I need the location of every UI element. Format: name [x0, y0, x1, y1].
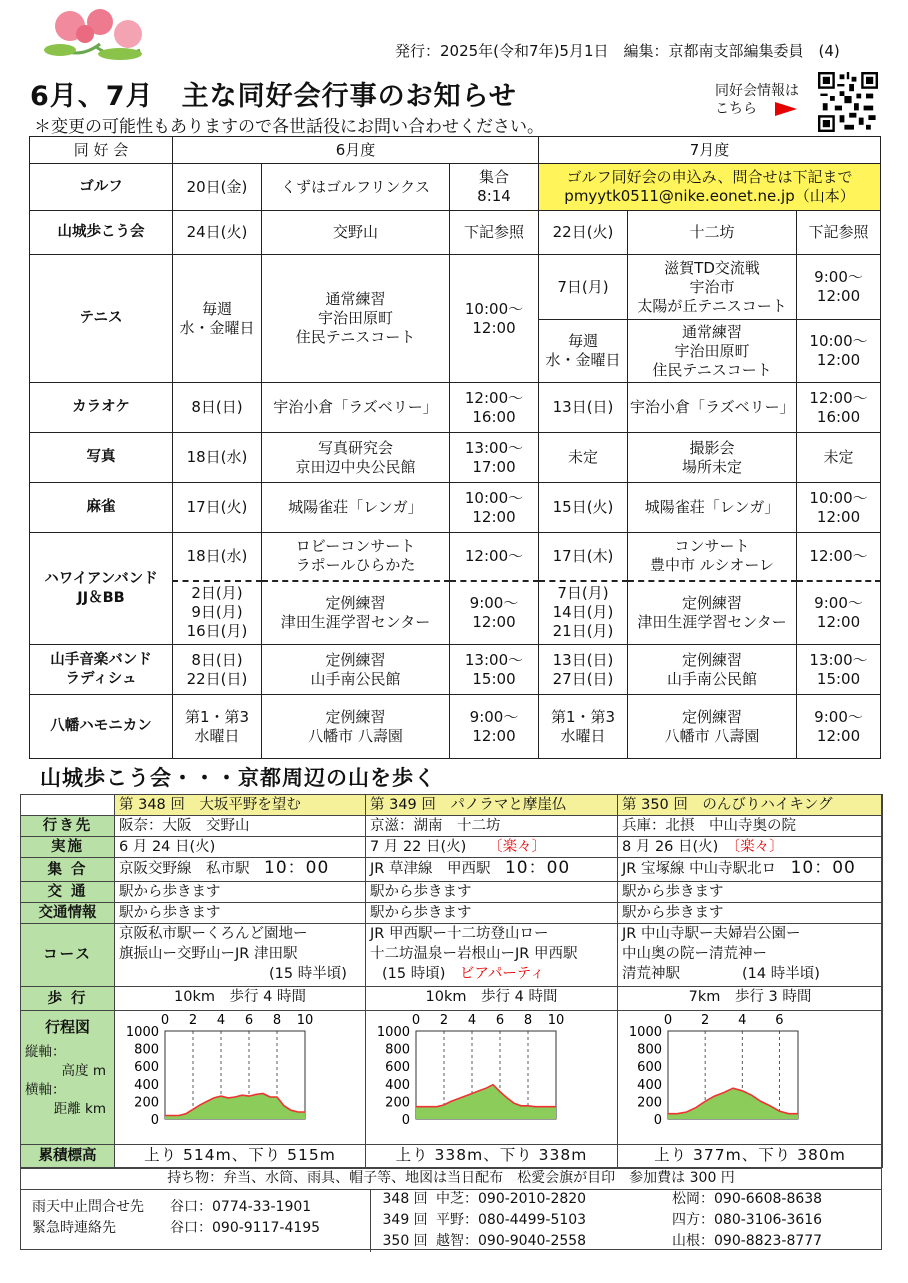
x-tick-label: 6 — [775, 1013, 784, 1028]
divider — [20, 1189, 882, 1190]
event-elev: 上り 377m、下り 380m — [618, 1145, 883, 1168]
y-tick-label: 600 — [385, 1060, 410, 1076]
club-name: カラオケ — [30, 383, 173, 433]
jun-time: 9:00～ 12:00 — [450, 581, 539, 645]
issue-info: 発行：2025年(令和7年)5月1日 編集：京都南支部編集委員 (4) — [395, 42, 840, 60]
jul-place: 定例練習 八幡市 八壽園 — [628, 695, 797, 759]
y-tick-label: 0 — [401, 1113, 410, 1128]
row-yamate — [30, 645, 881, 695]
club-name: 麻雀 — [30, 483, 173, 533]
y-tick-label: 1000 — [376, 1025, 410, 1040]
label-chart: 行程図 縦軸： 高度 m 横軸： 距離 km — [21, 1011, 115, 1145]
contact-left-values: 谷口：0774-33-1901 谷口：090-9117-4195 — [166, 1189, 370, 1252]
event-transinfo: 駅から歩きます — [366, 903, 618, 924]
club-name: 山手音楽バンド ラディシュ — [30, 645, 173, 695]
jun-date: 17日(火) — [173, 483, 262, 533]
y-tick-label: 200 — [385, 1095, 410, 1111]
event-trans: 駅から歩きます — [366, 882, 618, 903]
x-tick-label: 4 — [467, 1013, 477, 1028]
y-tick-label: 0 — [653, 1113, 662, 1128]
easy-tag: 〔楽々〕 — [495, 839, 547, 855]
event-course: JR 甲西駅ー十二坊登山ロー 十二坊温泉ー岩根山ーJR 甲西駅 (15 時頃) ビアパーティ — [366, 924, 618, 987]
jul-date: 7日(月) 14日(月) 21日(月) — [539, 581, 628, 645]
golf-contact-note: ゴルフ同好会の申込み、問合せは下記まで pmyytk0511@nike.eonet.ne.jp（山本） — [539, 164, 881, 211]
club-name: 写真 — [30, 433, 173, 483]
walk-transinfo-row — [21, 903, 883, 924]
jul-place: 城陽雀荘「レンガ」 — [628, 483, 797, 533]
jul-date: 未定 — [539, 433, 628, 483]
event-elev: 上り 338m、下り 338m — [366, 1145, 618, 1168]
jun-date: 第1・第3 水曜日 — [173, 695, 262, 759]
x-tick-label: 8 — [272, 1013, 282, 1028]
y-tick-label: 800 — [134, 1042, 159, 1058]
y-tick-label: 800 — [637, 1042, 662, 1058]
row-karaoke — [30, 383, 881, 433]
club-name: ゴルフ — [30, 164, 173, 211]
event-course: JR 中山寺駅ー夫婦岩公園ー 中山奥の院ー清荒神ー 清荒神駅 (14 時半頃) — [618, 924, 883, 987]
y-tick-label: 200 — [637, 1095, 662, 1111]
event-elev: 上り 514m、下り 515m — [115, 1145, 366, 1168]
row-golf — [30, 164, 881, 211]
event-trans: 駅から歩きます — [618, 882, 883, 903]
label-trans: 交 通 — [21, 882, 115, 903]
x-tick-label: 0 — [160, 1013, 170, 1028]
walk-section-title: 山城歩こう会・・・京都周辺の山を歩く — [40, 766, 436, 790]
label-meet: 集 合 — [21, 858, 115, 882]
jul-place: 十二坊 — [628, 211, 797, 255]
jul-place: 宇治小倉「ラズベリー」 — [628, 383, 797, 433]
x-tick-label: 6 — [495, 1013, 505, 1028]
jun-place: 通常練習 宇治田原町 住民テニスコート — [262, 255, 450, 383]
x-tick-label: 4 — [738, 1013, 747, 1028]
jul-date: 17日(木) — [539, 533, 628, 581]
jun-date: 18日(水) — [173, 433, 262, 483]
x-tick-label: 0 — [411, 1013, 421, 1028]
walk-elev-row — [21, 1145, 883, 1168]
x-tick-label: 2 — [188, 1013, 198, 1028]
elevation-chart-348 — [115, 1011, 366, 1145]
jul-time: 10:00～ 12:00 — [797, 483, 881, 533]
event-meet: JR 草津線 甲西駅 10：00 — [366, 858, 618, 882]
x-tick-label: 8 — [523, 1013, 533, 1028]
y-tick-label: 400 — [385, 1077, 410, 1093]
x-tick-label: 10 — [296, 1013, 314, 1028]
y-tick-label: 600 — [134, 1060, 159, 1076]
easy-tag: 〔楽々〕 — [732, 839, 784, 855]
jul-time: 9:00～ 12:00 — [797, 255, 881, 320]
elevation-area — [668, 1088, 798, 1119]
items-note: 持ち物：弁当、水筒、雨具、帽子等、地図は当日配布 松愛会旗が目印 参加費は 300 円 — [167, 1170, 735, 1186]
walk-table — [20, 794, 883, 1168]
jul-date: 毎週 水・金曜日 — [539, 320, 628, 383]
beer-party-note: ビアパーティ — [459, 966, 545, 982]
divider — [20, 1168, 882, 1169]
jun-time: 13:00～ 17:00 — [450, 433, 539, 483]
event-walk: 7km 歩行 3 時間 — [618, 987, 883, 1011]
event-date: 8 月 26 日(火) 〔楽々〕 — [618, 837, 883, 858]
jul-time: 12:00～ 16:00 — [797, 383, 881, 433]
elevation-area — [416, 1085, 556, 1119]
jun-place: くずはゴルフリンクス — [262, 164, 450, 211]
jul-place: 定例練習 山手南公民館 — [628, 645, 797, 695]
table-header-row — [30, 137, 881, 164]
contact-left-labels: 雨天中止問合せ先 緊急時連絡先 — [32, 1199, 144, 1236]
label-elev: 累積標高 — [21, 1145, 115, 1168]
elevation-chart-349 — [366, 1011, 618, 1145]
y-tick-label: 400 — [637, 1077, 662, 1093]
event-dest: 兵庫：北摂 中山寺奥の院 — [618, 816, 883, 837]
walk-date-row — [21, 837, 883, 858]
jun-time: 13:00～ 15:00 — [450, 645, 539, 695]
label-dest: 行き先 — [21, 816, 115, 837]
row-walk — [30, 211, 881, 255]
event-course: 京阪私市駅ーくろんど園地ー 旗振山ー交野山ーJR 津田駅 (15 時半頃) — [115, 924, 366, 987]
club-name: テニス — [30, 255, 173, 383]
event-date: 6 月 24 日(火) — [115, 837, 366, 858]
axis-note: 縦軸： 高度 m 横軸： 距離 km — [25, 1044, 106, 1117]
header-club: 同 好 会 — [30, 137, 173, 164]
jul-time: 12:00～ — [797, 533, 881, 581]
event-meet: JR 宝塚線 中山寺駅北ロ 10：00 — [618, 858, 883, 882]
label-date: 実施 — [21, 837, 115, 858]
x-tick-label: 6 — [244, 1013, 254, 1028]
jul-time: 9:00～ 12:00 — [797, 581, 881, 645]
event-transinfo: 駅から歩きます — [618, 903, 883, 924]
jun-place: 写真研究会 京田辺中央公民館 — [262, 433, 450, 483]
jun-place: 城陽雀荘「レンガ」 — [262, 483, 450, 533]
contact-row: 349 回 平野：080-4499-5103 四方：080-3106-3616 — [382, 1212, 823, 1228]
y-tick-label: 1000 — [125, 1025, 159, 1040]
label-course: コース — [21, 924, 115, 987]
jul-place: 通常練習 宇治田原町 住民テニスコート — [628, 320, 797, 383]
header-june: 6月度 — [173, 137, 539, 164]
y-tick-label: 0 — [150, 1113, 159, 1128]
jun-time: 9:00～ 12:00 — [450, 695, 539, 759]
y-tick-label: 600 — [637, 1060, 662, 1076]
jun-date: 18日(水) — [173, 533, 262, 581]
event-dest: 京滋：湖南 十二坊 — [366, 816, 618, 837]
jul-date: 7日(月) — [539, 255, 628, 320]
event-heading: 第 350 回 のんびりハイキング — [618, 795, 883, 816]
event-dest: 阪奈：大阪 交野山 — [115, 816, 366, 837]
arrow-right-icon — [775, 102, 797, 116]
event-trans: 駅から歩きます — [115, 882, 366, 903]
elevation-chart-350 — [618, 1011, 883, 1145]
y-tick-label: 800 — [385, 1042, 410, 1058]
walk-meet-row — [21, 858, 883, 882]
jul-time: 13:00～ 15:00 — [797, 645, 881, 695]
jun-time: 下記参照 — [450, 211, 539, 255]
jun-place: 宇治小倉「ラズベリー」 — [262, 383, 450, 433]
jun-date: 2日(月) 9日(月) 16日(月) — [173, 581, 262, 645]
contact-row: 350 回 越智：090-9040-2558 山根：090-8823-8777 — [382, 1233, 823, 1249]
jul-place: コンサート 豊中市 ルシオーレ — [628, 533, 797, 581]
jun-place: 交野山 — [262, 211, 450, 255]
event-heading: 第 349 回 パノラマと摩崖仏 — [366, 795, 618, 816]
page-note: ＊変更の可能性もありますので各世話役にお問い合わせください。 — [34, 117, 544, 137]
page-title: 6月、7月 主な同好会行事のお知らせ — [30, 81, 517, 112]
jul-time: 9:00～ 12:00 — [797, 695, 881, 759]
row-hawaiian — [30, 533, 881, 581]
jun-date: 8日(日) 22日(日) — [173, 645, 262, 695]
jun-date: 8日(日) — [173, 383, 262, 433]
club-name: 山城歩こう会 — [30, 211, 173, 255]
label-transinfo: 交通情報 — [21, 903, 115, 924]
x-tick-label: 2 — [701, 1013, 710, 1028]
jun-place: ロビーコンサート ラポールひらかた — [262, 533, 450, 581]
jun-place: 定例練習 八幡市 八壽園 — [262, 695, 450, 759]
jul-date: 第1・第3 水曜日 — [539, 695, 628, 759]
club-schedule-table — [29, 136, 881, 759]
jul-time: 10:00～ 12:00 — [797, 320, 881, 383]
row-harmonica — [30, 695, 881, 759]
jul-date: 15日(火) — [539, 483, 628, 533]
jul-place: 定例練習 津田生涯学習センター — [628, 581, 797, 645]
jun-place: 定例練習 山手南公民館 — [262, 645, 450, 695]
event-transinfo: 駅から歩きます — [115, 903, 366, 924]
row-photo — [30, 433, 881, 483]
walk-chart-row — [21, 1011, 883, 1145]
contact-row: 雨天中止問合せ先 緊急時連絡先 谷口：0774-33-1901 谷口：090-9117-4195 348 回 中芝：090-2010-2820 松岡：090-6608-8638 — [20, 1189, 882, 1210]
y-tick-label: 200 — [134, 1095, 159, 1111]
jun-place: 定例練習 津田生涯学習センター — [262, 581, 450, 645]
walk-head-row — [21, 795, 883, 816]
row-mahjong — [30, 483, 881, 533]
walk-dest-row — [21, 816, 883, 837]
jul-time: 下記参照 — [797, 211, 881, 255]
x-tick-label: 2 — [439, 1013, 449, 1028]
walk-distance-row — [21, 987, 883, 1011]
header-july: 7月度 — [539, 137, 881, 164]
x-tick-label: 0 — [663, 1013, 673, 1028]
jul-place: 撮影会 場所未定 — [628, 433, 797, 483]
jul-time: 未定 — [797, 433, 881, 483]
event-meet: 京阪交野線 私市駅 10：00 — [115, 858, 366, 882]
club-name: 八幡ハモニカン — [30, 695, 173, 759]
jun-time: 10:00～ 12:00 — [450, 255, 539, 383]
jul-date: 13日(日) 27日(日) — [539, 645, 628, 695]
jun-time: 集合 8:14 — [450, 164, 539, 211]
x-tick-label: 4 — [216, 1013, 226, 1028]
jul-place: 滋賀TD交流戦 宇治市 太陽が丘テニスコート — [628, 255, 797, 320]
event-heading: 第 348 回 大坂平野を望む — [115, 795, 366, 816]
jun-time: 12:00～ 16:00 — [450, 383, 539, 433]
event-date: 7 月 22 日(火) 〔楽々〕 — [366, 837, 618, 858]
jun-date: 20日(金) — [173, 164, 262, 211]
walk-course-row — [21, 924, 883, 987]
jul-date: 13日(日) — [539, 383, 628, 433]
x-tick-label: 10 — [547, 1013, 565, 1028]
club-name: ハワイアンバンド JJ＆BB — [30, 533, 173, 645]
jun-date: 毎週 水・金曜日 — [173, 255, 262, 383]
y-tick-label: 400 — [134, 1077, 159, 1093]
jun-time: 12:00～ — [450, 533, 539, 581]
y-tick-label: 1000 — [628, 1025, 662, 1040]
walk-trans-row — [21, 882, 883, 903]
row-tennis — [30, 255, 881, 320]
jun-time: 10:00～ 12:00 — [450, 483, 539, 533]
event-walk: 10km 歩行 4 時間 — [115, 987, 366, 1011]
jun-date: 24日(火) — [173, 211, 262, 255]
qr-label: 同好会情報は こちら — [715, 83, 799, 117]
contacts-table — [20, 1189, 883, 1252]
jul-date: 22日(火) — [539, 211, 628, 255]
label-walk: 歩 行 — [21, 987, 115, 1011]
qr-code[interactable] — [818, 72, 878, 132]
carnation-illustration — [40, 4, 160, 66]
event-walk: 10km 歩行 4 時間 — [366, 987, 618, 1011]
